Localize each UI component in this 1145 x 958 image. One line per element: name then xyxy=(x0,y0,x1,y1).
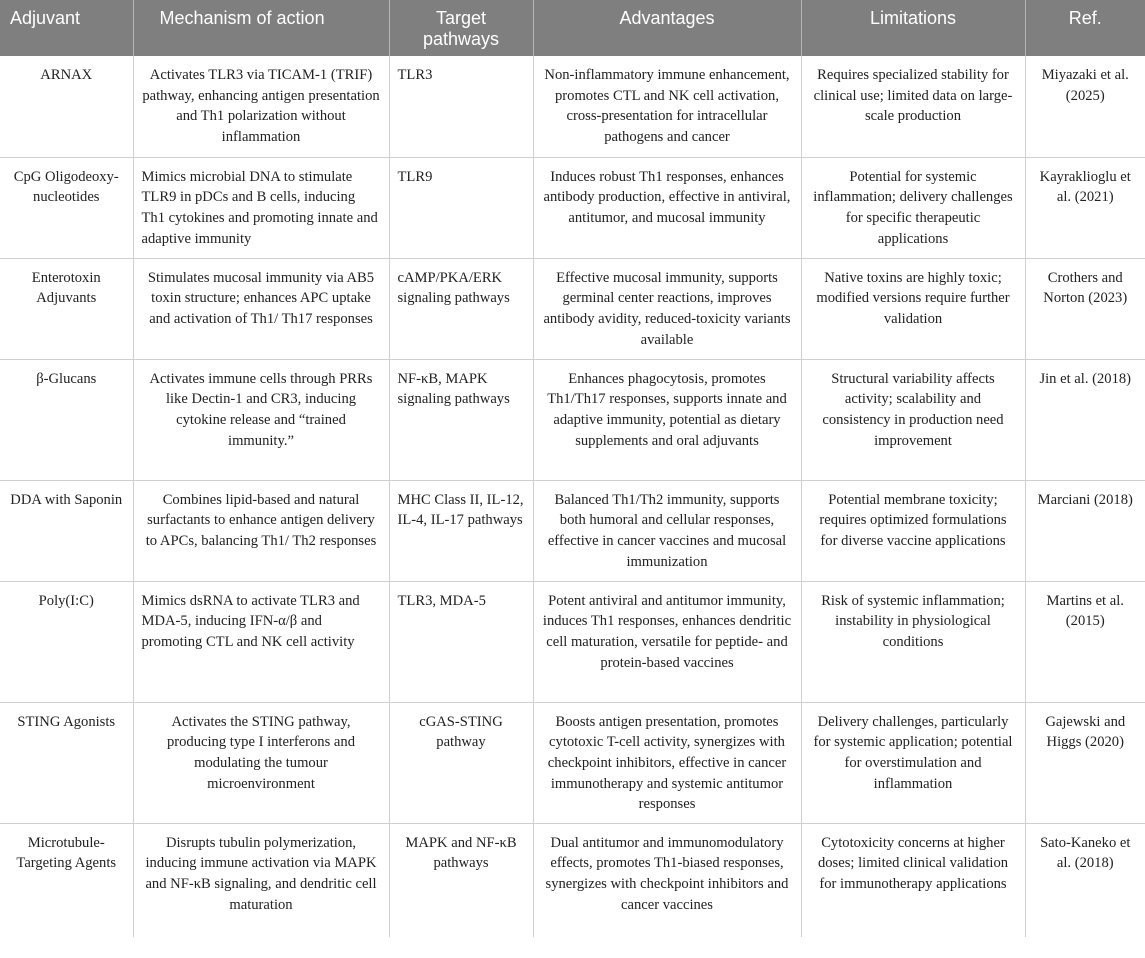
cell-adjuvant: Poly(I:C) xyxy=(0,581,133,702)
cell-advantages: Induces robust Th1 responses, enhances antibody production, effective in antiviral, antitumor, and mucosal immunity xyxy=(533,157,801,258)
cell-ref: Sato-Kaneko et al. (2018) xyxy=(1040,834,1131,872)
cell-ref: Miyazaki et al. (2025) xyxy=(1025,56,1145,157)
cell-limitations: Structural variability affects activity; scalability and consistency in production need improvement xyxy=(801,359,1025,480)
cell-adjuvant: ARNAX xyxy=(0,56,133,157)
cell-limitations: Potential for systemic inflammation; delivery challenges for specific therapeutic applications xyxy=(801,157,1025,258)
cell-ref: Kayraklioglu et al. (2021) xyxy=(1025,157,1145,258)
table-row xyxy=(0,359,1145,480)
cell-advantages: Balanced Th1/Th2 immunity, supports both humoral and cellular responses, effective in cancer vaccines and mucosal immunization xyxy=(533,480,801,581)
cell-mechanism: Combines lipid-based and natural surfactants to enhance antigen delivery to APCs, balancing Th1/ Th2 responses xyxy=(133,480,389,581)
cell-mechanism: Disrupts tubulin polymerization, inducing immune activation via MAPK and NF-κB signaling, and dendritic cell maturation xyxy=(133,823,389,937)
table-row xyxy=(0,56,1145,157)
cell-limitations: Requires specialized stability for clinical use; limited data on large-scale production xyxy=(801,56,1025,157)
cell-ref: Marciani (2018) xyxy=(1025,480,1145,581)
cell-pathways: NF-κB, MAPK signaling pathways xyxy=(389,359,533,480)
cell-adjuvant: Microtubule-Targeting Agents xyxy=(0,823,133,937)
cell-limitations: Native toxins are highly toxic; modified versions require further validation xyxy=(801,258,1025,359)
cell-mechanism: Activates immune cells through PRRs like Dectin-1 and CR3, inducing cytokine release and “trained immunity.” xyxy=(133,359,389,480)
table-row xyxy=(0,823,1145,937)
cell-pathways: TLR9 xyxy=(389,157,533,258)
cell-pathways: MHC Class II, IL-12, IL-4, IL-17 pathways xyxy=(389,480,533,581)
cell-ref: Crothers and Norton (2023) xyxy=(1025,258,1145,359)
cell-adjuvant: DDA with Saponin xyxy=(0,480,133,581)
cell-pathways: TLR3 xyxy=(389,56,533,157)
cell-pathways: TLR3, MDA-5 xyxy=(389,581,533,702)
cell-mechanism: Mimics dsRNA to activate TLR3 and MDA-5, inducing IFN-α/β and promoting CTL and NK cell activity xyxy=(133,581,389,702)
cell-adjuvant: Enterotoxin Adjuvants xyxy=(0,258,133,359)
cell-pathways: cGAS-STING pathway xyxy=(389,702,533,823)
cell-mechanism: Activates the STING pathway, producing type I interferons and modulating the tumour microenvironment xyxy=(133,702,389,823)
header-row xyxy=(0,0,1145,56)
cell-ref: Gajewski and Higgs (2020) xyxy=(1025,702,1145,823)
cell-mechanism: Activates TLR3 via TICAM-1 (TRIF) pathway, enhancing antigen presentation and Th1 polarization without inflammation xyxy=(133,56,389,157)
header-limitations: Limitations xyxy=(801,0,1025,56)
cell-ref: Jin et al. (2018) xyxy=(1025,359,1145,480)
cell-adjuvant: CpG Oligodeoxy-nucleotides xyxy=(0,157,133,258)
cell-limitations: Risk of systemic inflammation; instability in physiological conditions xyxy=(801,581,1025,702)
cell-advantages: Dual antitumor and immunomodulatory effects, promotes Th1-biased responses, synergizes with checkpoint inhibitors and cancer vaccines xyxy=(533,823,801,937)
cell-advantages: Potent antiviral and antitumor immunity, induces Th1 responses, enhances dendritic cell maturation, versatile for peptide- and protein-based vaccines xyxy=(533,581,801,702)
cell-limitations: Delivery challenges, particularly for systemic application; potential for overstimulation and inflammation xyxy=(801,702,1025,823)
cell-adjuvant: β-Glucans xyxy=(0,359,133,480)
header-adjuvant: Adjuvant xyxy=(0,0,133,56)
cell-adjuvant: STING Agonists xyxy=(0,702,133,823)
header-ref: Ref. xyxy=(1025,0,1145,56)
cell-advantages: Effective mucosal immunity, supports germinal center reactions, improves antibody avidity, reduced-toxicity variants available xyxy=(533,258,801,359)
cell-advantages: Boosts antigen presentation, promotes cytotoxic T-cell activity, synergizes with checkpoint inhibitors, effective in cancer immunotherapy and systemic antitumor responses xyxy=(533,702,801,823)
table-row xyxy=(0,581,1145,702)
header-mechanism: Mechanism of action xyxy=(133,0,389,56)
table-row xyxy=(0,702,1145,823)
table-row xyxy=(0,258,1145,359)
header-target-pathways: Target pathways xyxy=(389,0,533,56)
cell-limitations: Cytotoxicity concerns at higher doses; limited clinical validation for immunotherapy applications xyxy=(801,823,1025,937)
cell-mechanism: Mimics microbial DNA to stimulate TLR9 in pDCs and B cells, inducing Th1 cytokines and promoting innate and adaptive immunity xyxy=(133,157,389,258)
cell-advantages: Non-inflammatory immune enhancement, promotes CTL and NK cell activation, cross-presentation for intracellular pathogens and cancer xyxy=(533,56,801,157)
table-header xyxy=(0,0,1145,56)
table-body xyxy=(0,56,1145,937)
cell-limitations: Potential membrane toxicity; requires optimized formulations for diverse vaccine applications xyxy=(801,480,1025,581)
cell-advantages: Enhances phagocytosis, promotes Th1/Th17 responses, supports innate and adaptive immunity, potential as dietary supplements and oral adjuvants xyxy=(533,359,801,480)
cell-ref: Martins et al. (2015) xyxy=(1025,581,1145,702)
cell-mechanism: Stimulates mucosal immunity via AB5 toxin structure; enhances APC uptake and activation of Th1/ Th17 responses xyxy=(133,258,389,359)
header-advantages: Advantages xyxy=(533,0,801,56)
cell-pathways: MAPK and NF-κB pathways xyxy=(389,823,533,937)
cell-pathways: cAMP/PKA/ERK signaling pathways xyxy=(389,258,533,359)
table-row xyxy=(0,157,1145,258)
table-row xyxy=(0,480,1145,581)
